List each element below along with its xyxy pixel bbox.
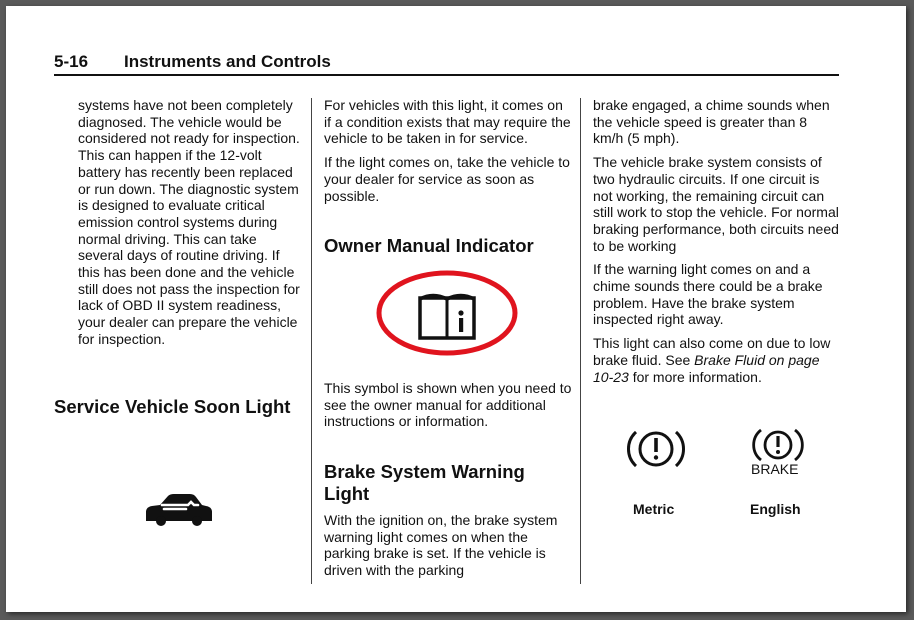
- label-metric: Metric: [633, 501, 675, 517]
- label-english: English: [750, 501, 801, 517]
- col3-paragraph-1: brake engaged, a chime sounds when the vehicle speed is greater than 8 km/h (5 mph).: [593, 97, 830, 147]
- column-2-mid: [324, 380, 572, 437]
- manual-page: [6, 6, 906, 612]
- col2-paragraph-2: If the light comes on, take the vehicle to your dealer for service as soon as possible.: [324, 154, 570, 204]
- column-divider-2: [580, 98, 581, 584]
- col3-paragraph-4: [593, 335, 839, 385]
- column-divider-1: [311, 98, 312, 584]
- col1-paragraph: systems have not been completely diagnosed. The vehicle would be considered not ready for inspection. This can happen if the 12-volt battery has recently been replaced or run down. The diagnostic system is designed to evaluate critical emission control systems during normal driving. This can take several days of routine driving. If this has been done and the vehicle still does not pass the inspection for lack of OBD II system readiness, your dealer can prepare the vehicle for inspection.: [78, 97, 300, 347]
- owner-manual-book-icon: [375, 268, 519, 358]
- column-1: [78, 97, 304, 355]
- column-3: [593, 97, 839, 392]
- header-rule: [54, 74, 839, 76]
- col3-paragraph-2: The vehicle brake system consists of two hydraulic circuits. If one circuit is not working, the remaining circuit can still work to stop the vehicle. For normal braking performance, both circuits need to be working: [593, 154, 839, 254]
- brake-word: BRAKE: [751, 461, 799, 477]
- col2-paragraph-4: With the ignition on, the brake system warning light comes on when the parking brake is set. If the vehicle is driven with the parking: [324, 512, 558, 579]
- column-2-owner-heading: [324, 235, 574, 257]
- column-1-heading: [54, 396, 304, 418]
- col2-paragraph-3: This symbol is shown when you need to see the owner manual for additional instructions or information.: [324, 380, 572, 430]
- heading-service-vehicle-soon: Service Vehicle Soon Light: [54, 396, 291, 417]
- heading-brake-system-warning: Brake System Warning Light: [324, 461, 525, 504]
- section-title: Instruments and Controls: [124, 52, 331, 71]
- brake-warning-english-icon: [752, 424, 804, 466]
- column-2-top: [324, 97, 572, 211]
- page-number: 5-16: [54, 52, 89, 71]
- column-2-brake-heading: [324, 461, 574, 505]
- col3-paragraph-4-post: for more information.: [628, 368, 762, 385]
- column-2-bottom: [324, 512, 572, 586]
- col3-paragraph-3: If the warning light comes on and a chime sounds there could be a brake problem. Have the brake system inspected right away.: [593, 261, 823, 328]
- heading-owner-manual-indicator: Owner Manual Indicator: [324, 235, 534, 256]
- col3-paragraph-4-pre: This light can also come on due to low brake fluid. See: [593, 335, 831, 368]
- brake-fluid-reference: Brake Fluid on page 10-23: [593, 351, 820, 385]
- brake-warning-metric-icon: [626, 424, 686, 474]
- service-vehicle-car-icon: [142, 491, 214, 527]
- col2-paragraph-1: For vehicles with this light, it comes on if a condition exists that may require the vehicle to be taken in for service.: [324, 97, 571, 147]
